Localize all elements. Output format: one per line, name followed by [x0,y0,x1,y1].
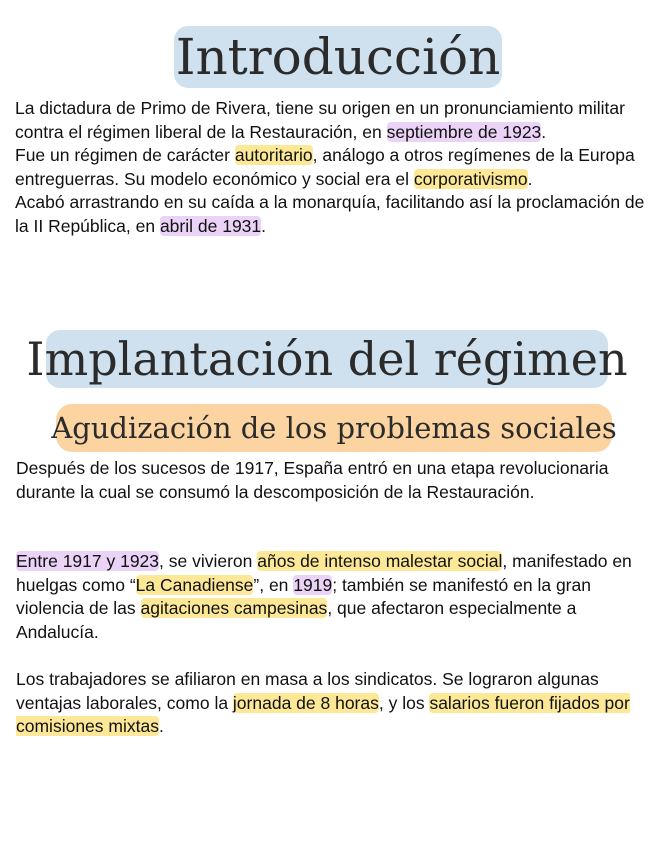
heading-introduccion [174,26,502,88]
paragraph-text: , se vivieron [159,551,258,571]
intro-text: Acabó arrastrando en su caída a la monarquía, facilitando así la proclamación de la II República, en [15,192,645,236]
highlight-date: septiembre de 1923 [386,121,542,142]
paragraph-text: , y los [378,692,430,713]
paragraph-text: , manifestado en huelgas como “ [16,551,632,595]
heading-introduccion-text: Introducción [175,28,501,86]
intro-text: . [527,168,533,189]
intro-text: . [261,215,267,236]
highlight-key-term: corporativismo [413,168,528,189]
highlight-key-term: salarios fueron fijados por comisiones mixtas [16,692,630,736]
highlight-date: 1919 [293,574,333,595]
highlight-key-term: autoritario [234,145,313,165]
intro-text: Fue un régimen de carácter [15,145,235,165]
subheading-agudizacion [51,404,617,452]
heading-implantacion-text: Implantación del régimen [26,332,628,386]
paragraph-sindicatos [16,668,650,739]
intro-text: , análogo a otros regímenes de la Europa entreguerras. Su modelo económico y social era el [15,145,635,189]
paragraph-text: . [158,716,164,736]
highlight-date: Entre 1917 y 1923 [16,551,160,571]
paragraph-malestar [16,550,650,644]
heading-implantacion [26,330,628,388]
highlight-key-term: agitaciones campesinas [140,598,328,618]
paragraph-text: ; también se manifestó en la gran violencia de las [16,574,591,618]
paragraph-text: , que afectaron especialmente a Andalucía. [16,598,577,642]
highlight-key-term: jornada de 8 horas [232,692,379,713]
subheading-agudizacion-text: Agudización de los problemas sociales [51,410,617,445]
intro-text: . [541,121,547,142]
paragraph-1917 [16,457,650,504]
paragraph-text: Los trabajadores se afiliaron en masa a los sindicatos. Se lograron algunas ventajas laborales, como la [16,669,599,713]
intro-paragraph [15,97,653,238]
highlight-date: abril de 1931 [159,215,262,236]
paragraph-text: ”, en [253,574,294,595]
highlight-key-term: La Canadiense [135,574,254,595]
paragraph-text: Después de los sucesos de 1917, España entró en una etapa revolucionaria durante la cual se consumó la descomposición de la Restauración. [16,458,609,502]
intro-text: La dictadura de Primo de Rivera, tiene su origen en un pronunciamiento militar contra el régimen liberal de la Restauración, en [15,98,625,142]
highlight-key-term: años de intenso malestar social [257,551,503,571]
